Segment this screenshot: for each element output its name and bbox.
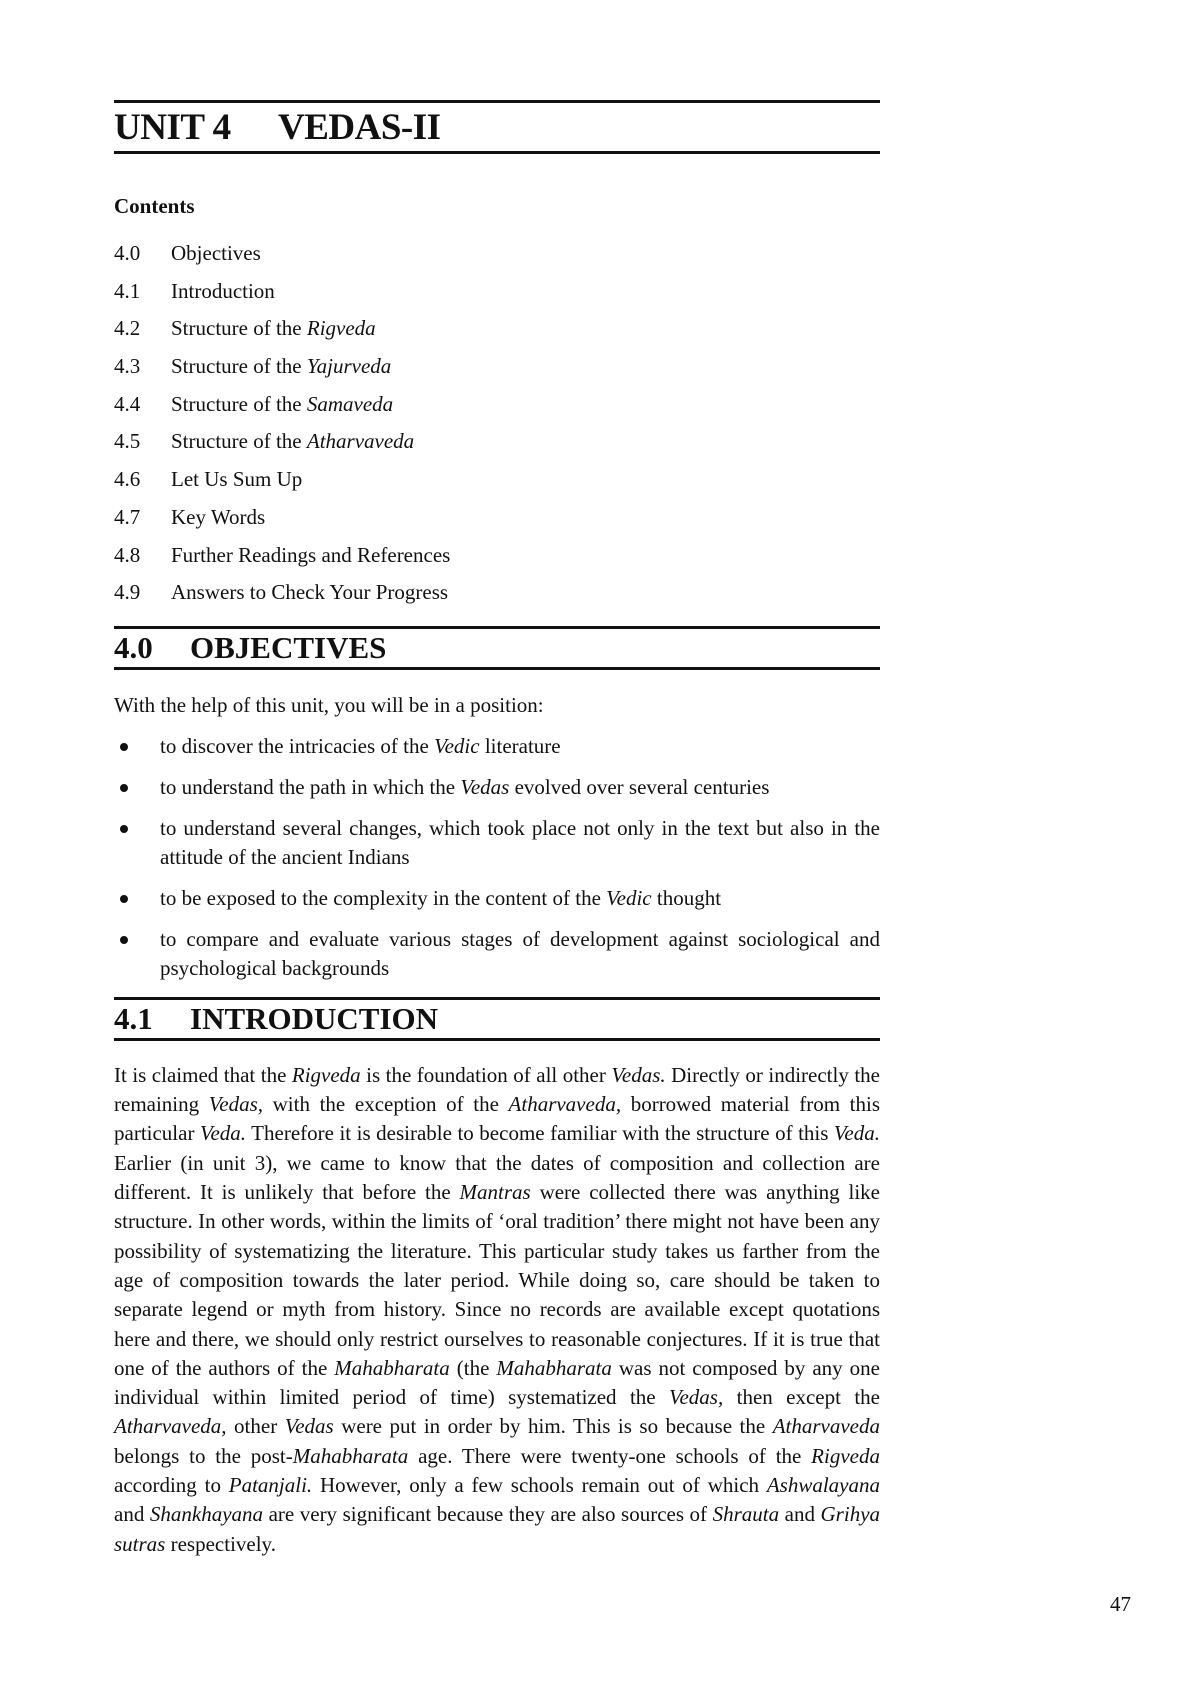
bullet-icon [120, 743, 128, 751]
contents-item [114, 574, 880, 612]
italic-term: Atharvaveda [772, 1414, 880, 1439]
contents-item [114, 423, 880, 461]
contents-item-label: Answers to Check Your Progress [171, 580, 449, 605]
text-run: according to [114, 1473, 229, 1498]
contents-item-number: 4.1 [114, 278, 141, 303]
text-run: and [779, 1502, 821, 1527]
text-run: thought [651, 885, 722, 910]
unit-title: VEDAS-II [278, 106, 441, 148]
contents-item-label: Further Readings and References [171, 542, 451, 567]
contents-item-text [171, 499, 265, 537]
contents-list [114, 235, 880, 612]
italic-term: Ashwalayana [766, 1473, 880, 1498]
italic-term: Atharvaveda [114, 1414, 222, 1439]
bullet-icon [120, 784, 128, 792]
text-run: It is claimed that the [114, 1062, 292, 1087]
contents-item-text [171, 348, 391, 386]
text-run: (the [449, 1355, 497, 1380]
contents-item-text [171, 273, 275, 311]
contents-item [114, 310, 880, 348]
unit-number: UNIT 4 [114, 106, 231, 148]
italic-term: Mahabharata [334, 1355, 450, 1380]
objective-item [114, 814, 880, 872]
italic-term: Rigveda [811, 1443, 880, 1468]
contents-item-label: Introduction [171, 278, 275, 303]
introduction-paragraph [114, 1061, 880, 1559]
text-run: to discover the intricacies of the [160, 733, 435, 758]
contents-item-italic: Samaveda [306, 391, 394, 416]
text-run: age. There were twenty-one schools of the [408, 1443, 812, 1468]
objective-item [114, 732, 880, 761]
italic-term: Grihya sutras [114, 1502, 881, 1556]
text-run: is the foundation of all other [360, 1062, 612, 1087]
contents-item-label: Let Us Sum Up [171, 467, 303, 492]
objectives-number: 4.0 [114, 629, 153, 665]
italic-term: Shankhayana [149, 1502, 264, 1527]
italic-term: Mahabharata [292, 1443, 409, 1468]
contents-item [114, 386, 880, 424]
contents-item [114, 273, 880, 311]
text-run: to be exposed to the complexity in the content of the [160, 885, 607, 910]
italic-term: Vedic [606, 885, 652, 910]
contents-item-number: 4.5 [114, 429, 141, 454]
contents-item [114, 348, 880, 386]
contents-item-label: Structure of the [171, 429, 307, 454]
introduction-title: INTRODUCTION [190, 1000, 439, 1036]
italic-term: Mantras [459, 1180, 531, 1205]
italic-term: Vedas [460, 774, 510, 799]
bullet-icon [120, 895, 128, 903]
objective-item [114, 884, 880, 913]
contents-item-number: 4.4 [114, 391, 141, 416]
bullet-icon [120, 936, 128, 944]
italic-term: Veda. [199, 1121, 247, 1146]
text-run: was not composed by any one individual within limited period of time) systematized the [114, 1355, 880, 1410]
contents-item-number: 4.9 [114, 580, 141, 605]
contents-item-number: 4.7 [114, 504, 141, 529]
document-page [114, 100, 880, 1559]
objective-item [114, 773, 880, 802]
unit-heading [114, 100, 880, 154]
text-run: and [114, 1502, 150, 1527]
objectives-title: OBJECTIVES [190, 629, 387, 665]
contents-item-text [171, 423, 414, 461]
contents-item-number: 4.8 [114, 542, 141, 567]
italic-term: Vedic [434, 733, 480, 758]
italic-term: Veda. [833, 1121, 880, 1146]
italic-term: Vedas [284, 1414, 334, 1439]
text-run: evolved over several centuries [509, 774, 770, 799]
contents-item-italic: Rigveda [306, 316, 376, 341]
text-run: to compare and evaluate various stages of development against sociological and psychological backgrounds [160, 926, 880, 980]
italic-term: Patanjali. [228, 1473, 313, 1498]
contents-item-number: 4.6 [114, 467, 141, 492]
contents-item-text [171, 574, 448, 612]
contents-item-label: Key Words [171, 504, 266, 529]
text-run: literature [479, 733, 561, 758]
text-run: Therefore it is desirable to become familiar with the structure of this [246, 1121, 834, 1146]
text-run: borrowed material from this particular [114, 1092, 880, 1146]
text-run: to understand the path in which the [160, 774, 461, 799]
italic-term: Atharvaveda, [508, 1092, 622, 1117]
italic-term: Vedas. [611, 1062, 666, 1087]
contents-item [114, 537, 880, 575]
contents-item-italic: Yajurveda [306, 354, 392, 379]
contents-item-text [171, 461, 302, 499]
text-run: with the exception of the [263, 1092, 509, 1117]
objectives-heading [114, 626, 880, 670]
contents-item [114, 461, 880, 499]
text-run: , other [221, 1414, 285, 1439]
italic-term: Mahabharata [496, 1355, 612, 1380]
text-run: Directly or indirectly the remaining [114, 1062, 880, 1117]
contents-item-text [171, 310, 376, 348]
contents-item-text [171, 386, 393, 424]
italic-term: Rigveda [291, 1062, 361, 1087]
page-number: 47 [1110, 1592, 1131, 1616]
italic-term: Vedas, [208, 1092, 264, 1117]
text-run: respectively. [165, 1531, 276, 1556]
contents-heading: Contents [114, 194, 195, 218]
contents-item-label: Objectives [171, 241, 261, 265]
contents-item-number: 4.3 [114, 354, 141, 379]
bullet-icon [120, 825, 128, 833]
objectives-lead: With the help of this unit, you will be in a position: [114, 692, 544, 717]
text-run: belongs to the post- [114, 1443, 293, 1468]
contents-item-label: Structure of the [171, 391, 307, 416]
text-run: to understand several changes, which took place not only in the text but also in the attitude of the ancient Indians [160, 815, 880, 869]
text-run: Earlier (in unit 3), we came to know that the dates of composition and collection are different. It is unlikely that before the [114, 1150, 880, 1205]
text-run: However, only a few schools remain out of which [312, 1473, 767, 1498]
contents-item [114, 499, 880, 537]
contents-item-italic: Atharvaveda [306, 429, 415, 454]
objectives-list [114, 732, 880, 983]
italic-term: Vedas, [668, 1385, 724, 1410]
text-run: were put in order by him. This is so because the [333, 1414, 773, 1439]
contents-item-text [171, 537, 450, 575]
text-run: are very significant because they are also sources of [263, 1502, 713, 1527]
contents-item-label: Structure of the [171, 354, 307, 379]
introduction-number: 4.1 [114, 1000, 153, 1036]
contents-item-number: 4.0 [114, 241, 141, 265]
text-run: were collected there was anything like structure. In other words, within the limits of ‘oral tradition’ there might not have been any possibility of systematizing the literature. This particular study takes us farther from the age of composition towards the later period. While doing so, care should be taken to separate legend or myth from history. Since no records are available except quotations here and there, we should only restrict ourselves to reasonable conjectures. If it is true that one of the authors of the [114, 1180, 880, 1380]
objective-item [114, 925, 880, 983]
contents-item-label: Structure of the [171, 316, 307, 341]
text-run: then except the [723, 1385, 880, 1410]
italic-term: Shrauta [712, 1502, 780, 1527]
contents-item-text [171, 235, 261, 273]
introduction-heading [114, 997, 880, 1041]
contents-item-number: 4.2 [114, 316, 141, 341]
contents-item [114, 235, 880, 273]
